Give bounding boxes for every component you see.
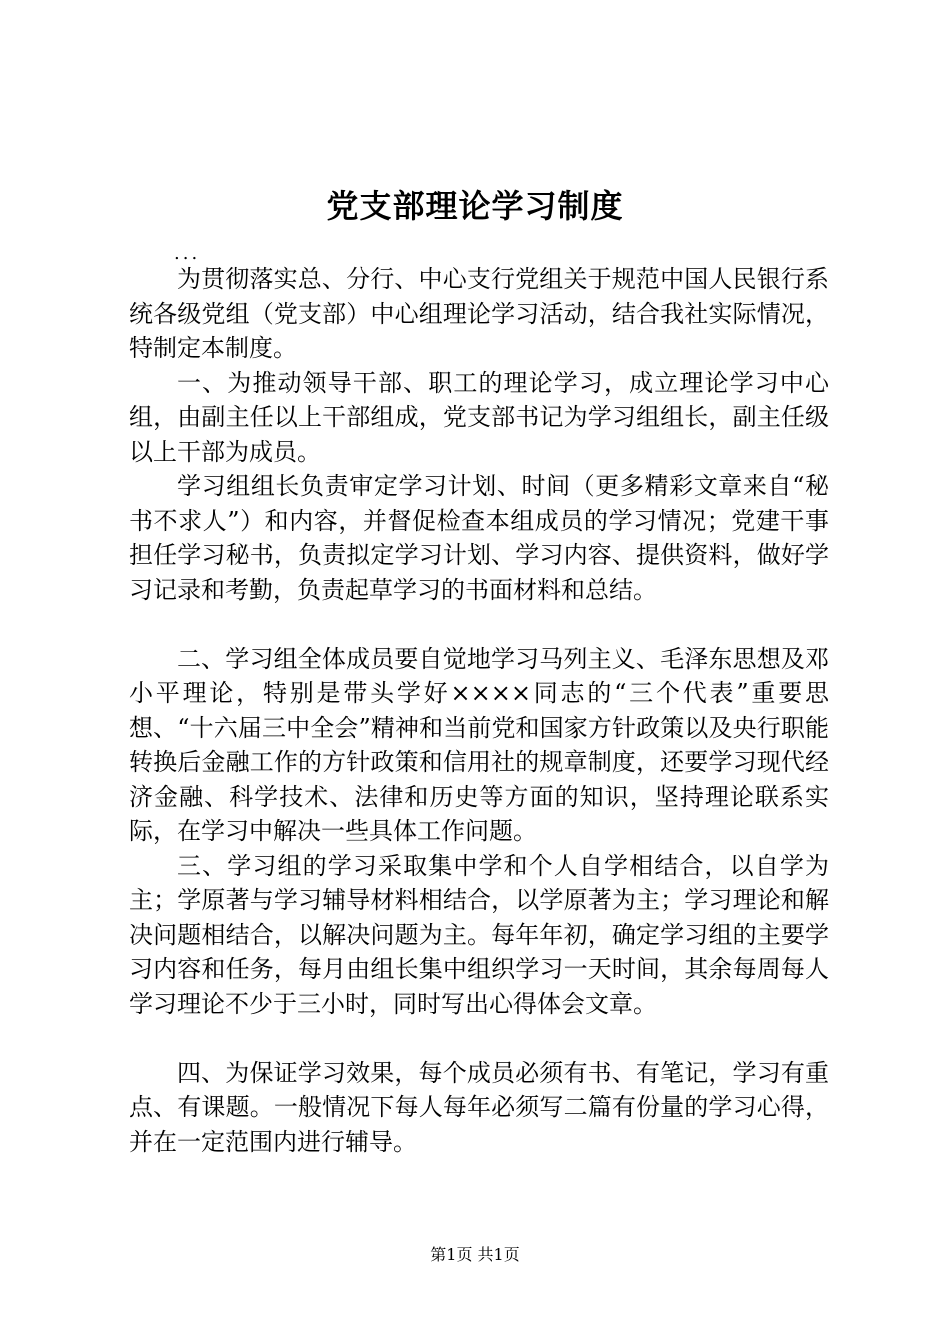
paragraph-intro: 为贯彻落实总、分行、中心支行党组关于规范中国人民银行系统各级党组（党支部）中心组理论学习活动，结合我社实际情况，特制定本制度。 xyxy=(129,265,829,362)
paragraph-section-3: 三、学习组的学习采取集中学和个人自学相结合，以自学为主；学原著与学习辅导材料相结合，以学原著为主；学习理论和解决问题相结合，以解决问题为主。每年年初，确定学习组的主要学习内容和任务，每月由组长集中组织学习一天时间，其余每周每人学习理论不少于三小时，同时写出心得体会文章。 xyxy=(129,851,829,1018)
paragraph-section-2: 二、学习组全体成员要自觉地学习马列主义、毛泽东思想及邓小平理论，特别是带头学好××××同志的“三个代表”重要思想、“十六届三中全会”精神和当前党和国家方针政策以及央行职能转换后金融工作的方针政策和信用社的规章制度，还要学习现代经济金融、科学技术、法律和历史等方面的知识，坚持理论联系实际，在学习中解决一些具体工作问题。 xyxy=(129,644,829,845)
document-title: 党支部理论学习制度 xyxy=(326,187,624,225)
page-footer: 第1页 共1页 xyxy=(430,1245,520,1264)
document-body xyxy=(129,262,829,1159)
paragraph-section-1-duties: 学习组组长负责审定学习计划、时间（更多精彩文章来自“秘书不求人”）和内容，并督促检查本组成员的学习情况；党建干事担任学习秘书，负责拟定学习计划、学习内容、提供资料，做好学习记录和考勤，负责起草学习的书面材料和总结。 xyxy=(129,472,829,604)
paragraph-section-1: 一、为推动领导干部、职工的理论学习，成立理论学习中心组，由副主任以上干部组成，党支部书记为学习组组长，副主任级以上干部为成员。 xyxy=(129,368,829,466)
paragraph-section-4: 四、为保证学习效果，每个成员必须有书、有笔记，学习有重点、有课题。一般情况下每人每年必须写二篇有份量的学习心得，并在一定范围内进行辅导。 xyxy=(129,1058,829,1156)
ellipsis-marker: ... xyxy=(174,243,201,264)
